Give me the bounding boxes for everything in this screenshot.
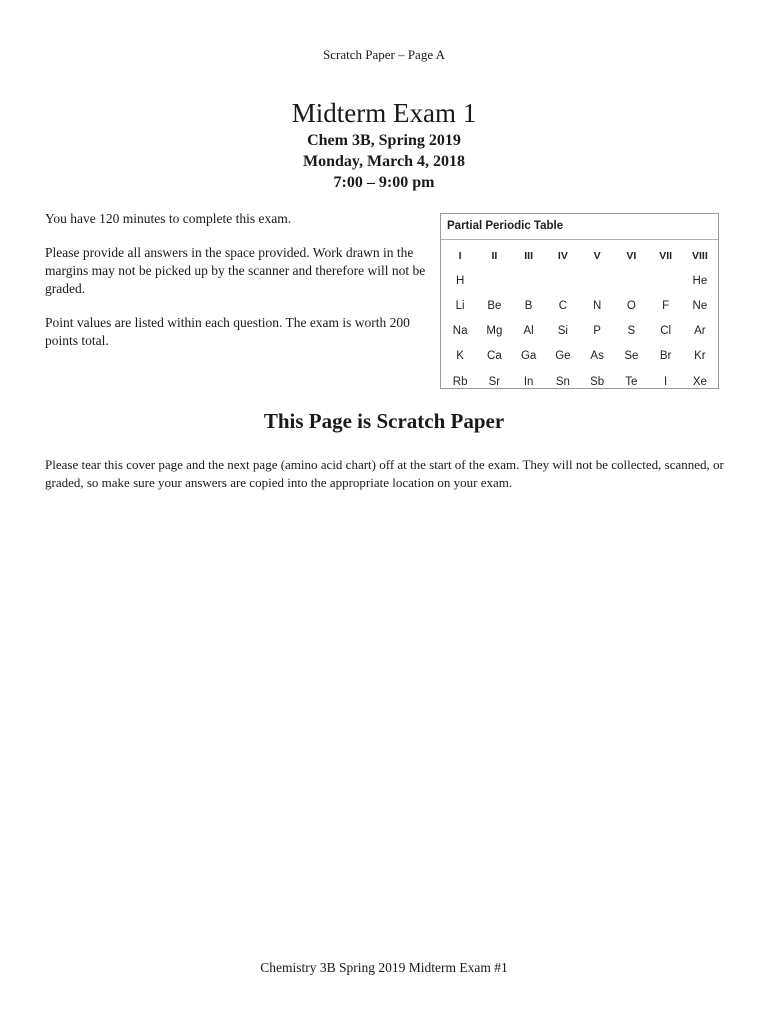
- group-header: II: [491, 249, 498, 262]
- element-cell: Xe: [692, 375, 707, 388]
- element-cell: As: [590, 350, 604, 363]
- group-header: VII: [659, 249, 673, 262]
- element-cell: Br: [659, 350, 672, 363]
- partial-periodic-table: [440, 213, 719, 389]
- element-cell: Cl: [660, 325, 672, 338]
- time-line: 7:00 – 9:00 pm: [333, 174, 435, 191]
- element-cell: In: [523, 375, 534, 388]
- page-footer: Chemistry 3B Spring 2019 Midterm Exam #1: [260, 960, 508, 975]
- element-cell: Sb: [590, 375, 605, 388]
- element-cell: P: [593, 325, 601, 338]
- element-cell: N: [592, 299, 602, 312]
- title-block: [0, 96, 768, 193]
- element-cell: Ca: [487, 350, 502, 363]
- page-header-note: Scratch Paper – Page A: [322, 47, 446, 62]
- element-cell: I: [664, 375, 668, 388]
- element-cell: Ge: [555, 350, 571, 363]
- periodic-table-title: Partial Periodic Table: [447, 220, 564, 232]
- element-cell: Na: [452, 325, 468, 338]
- group-header: III: [524, 249, 533, 262]
- element-cell: Si: [557, 325, 568, 338]
- element-cell: K: [456, 350, 464, 363]
- element-cell: Al: [523, 325, 534, 338]
- element-cell: F: [662, 299, 670, 312]
- element-cell: H: [455, 274, 465, 287]
- element-cell: C: [558, 299, 568, 312]
- element-cell: Ga: [520, 350, 537, 363]
- intro-text: [45, 210, 435, 366]
- course-line: Chem 3B, Spring 2019: [307, 132, 461, 149]
- date-line: Monday, March 4, 2018: [303, 153, 465, 170]
- group-header: VIII: [691, 249, 708, 262]
- point-values-paragraph: Point values are listed within each question. The exam is worth 200 points total.: [45, 315, 410, 348]
- scratch-paper-heading: This Page is Scratch Paper: [263, 409, 505, 433]
- element-cell: Ne: [692, 299, 708, 312]
- element-cell: Mg: [486, 325, 503, 338]
- element-cell: O: [626, 299, 636, 312]
- element-cell: Sr: [488, 375, 501, 388]
- element-cell: Be: [487, 299, 502, 312]
- group-header: IV: [557, 249, 568, 262]
- group-header: I: [458, 249, 462, 262]
- element-cell: Ar: [694, 325, 706, 338]
- element-cell: S: [627, 325, 636, 338]
- periodic-table-grid: [443, 243, 717, 394]
- element-cell: He: [692, 274, 708, 287]
- tear-off-instructions: Please tear this cover page and the next page (amino acid chart) off at the start of the exam. They will not be collected, scanned, or graded, so make sure your answers are copied into the appropriate location on your exam.: [45, 457, 724, 490]
- periodic-table-divider: [441, 239, 718, 240]
- element-cell: Li: [455, 299, 465, 312]
- time-limit-paragraph: You have 120 minutes to complete this exam.: [45, 211, 292, 226]
- element-cell: Kr: [694, 350, 706, 363]
- element-cell: Te: [625, 375, 638, 388]
- group-header: V: [593, 249, 601, 262]
- element-cell: Sn: [555, 375, 570, 388]
- element-cell: Se: [624, 350, 639, 363]
- exam-title: Midterm Exam 1: [291, 98, 477, 128]
- element-cell: Rb: [452, 375, 468, 388]
- answer-space-paragraph: Please provide all answers in the space provided. Work drawn in the margins may not be picked up by the scanner and therefore will not be graded.: [45, 245, 426, 296]
- element-cell: B: [524, 299, 533, 312]
- group-header: VI: [626, 249, 637, 262]
